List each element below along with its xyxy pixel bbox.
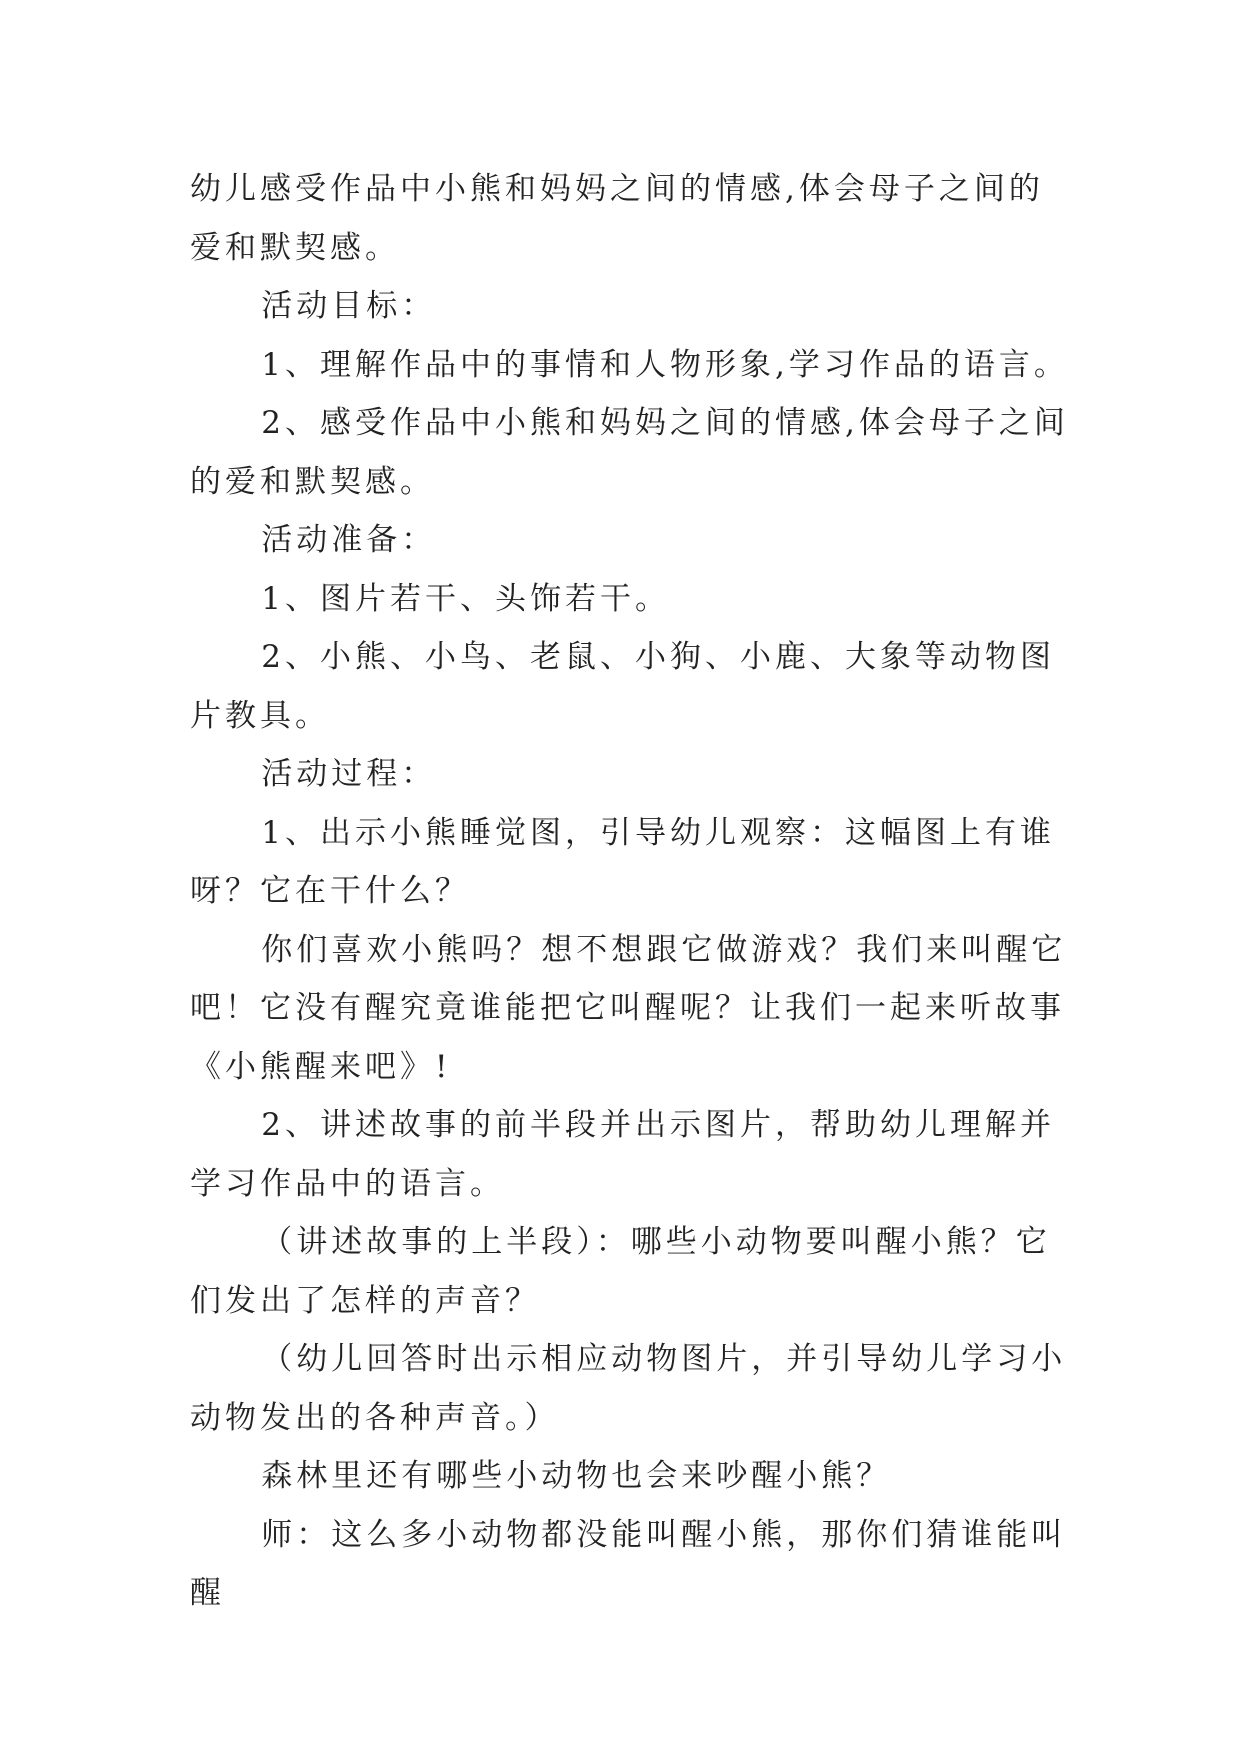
heading-activity-process: 活动过程： [261,756,437,792]
paragraph-goal-2: 2、感受作品中小熊和妈妈之间的情感,体会母子之间的爱和默契感。 [190,405,1069,500]
paragraph-children-answer: （幼儿回答时出示相应动物图片，并引导幼儿学习小动物发出的各种声音。） [190,1341,1067,1436]
paragraph-process-2: 2、讲述故事的前半段并出示图片，帮助幼儿理解并学习作品中的语言。 [190,1107,1056,1202]
paragraph-process-questions: 你们喜欢小熊吗？想不想跟它做游戏？我们来叫醒它吧！它没有醒究竟谁能把它叫醒呢？让我们一起来听故事《小熊醒来吧》! [190,931,1067,1085]
heading-activity-goals: 活动目标： [261,288,437,324]
paragraph-prep-1: 1、图片若干、头饰若干。 [261,580,671,617]
paragraph-intro-continued: 幼儿感受作品中小熊和妈妈之间的情感,体会母子之间的爱和默契感。 [190,171,1044,266]
paragraph-teacher-question: 师：这么多小动物都没能叫醒小熊，那你们猜谁能叫醒 [190,1516,1067,1611]
paragraph-goal-1: 1、理解作品中的事情和人物形象,学习作品的语言。 [261,346,1069,383]
paragraph-prep-2: 2、小熊、小鸟、老鼠、小狗、小鹿、大象等动物图片教具。 [190,639,1056,734]
paragraph-story-first-half: （讲述故事的上半段）：哪些小动物要叫醒小熊？它们发出了怎样的声音？ [190,1224,1051,1319]
heading-activity-preparation: 活动准备： [261,522,437,558]
paragraph-forest-animals: 森林里还有哪些小动物也会来吵醒小熊？ [261,1458,892,1494]
body-text [190,160,1070,1623]
paragraph-process-1: 1、出示小熊睡觉图，引导幼儿观察：这幅图上有谁呀？它在干什么？ [190,814,1056,909]
